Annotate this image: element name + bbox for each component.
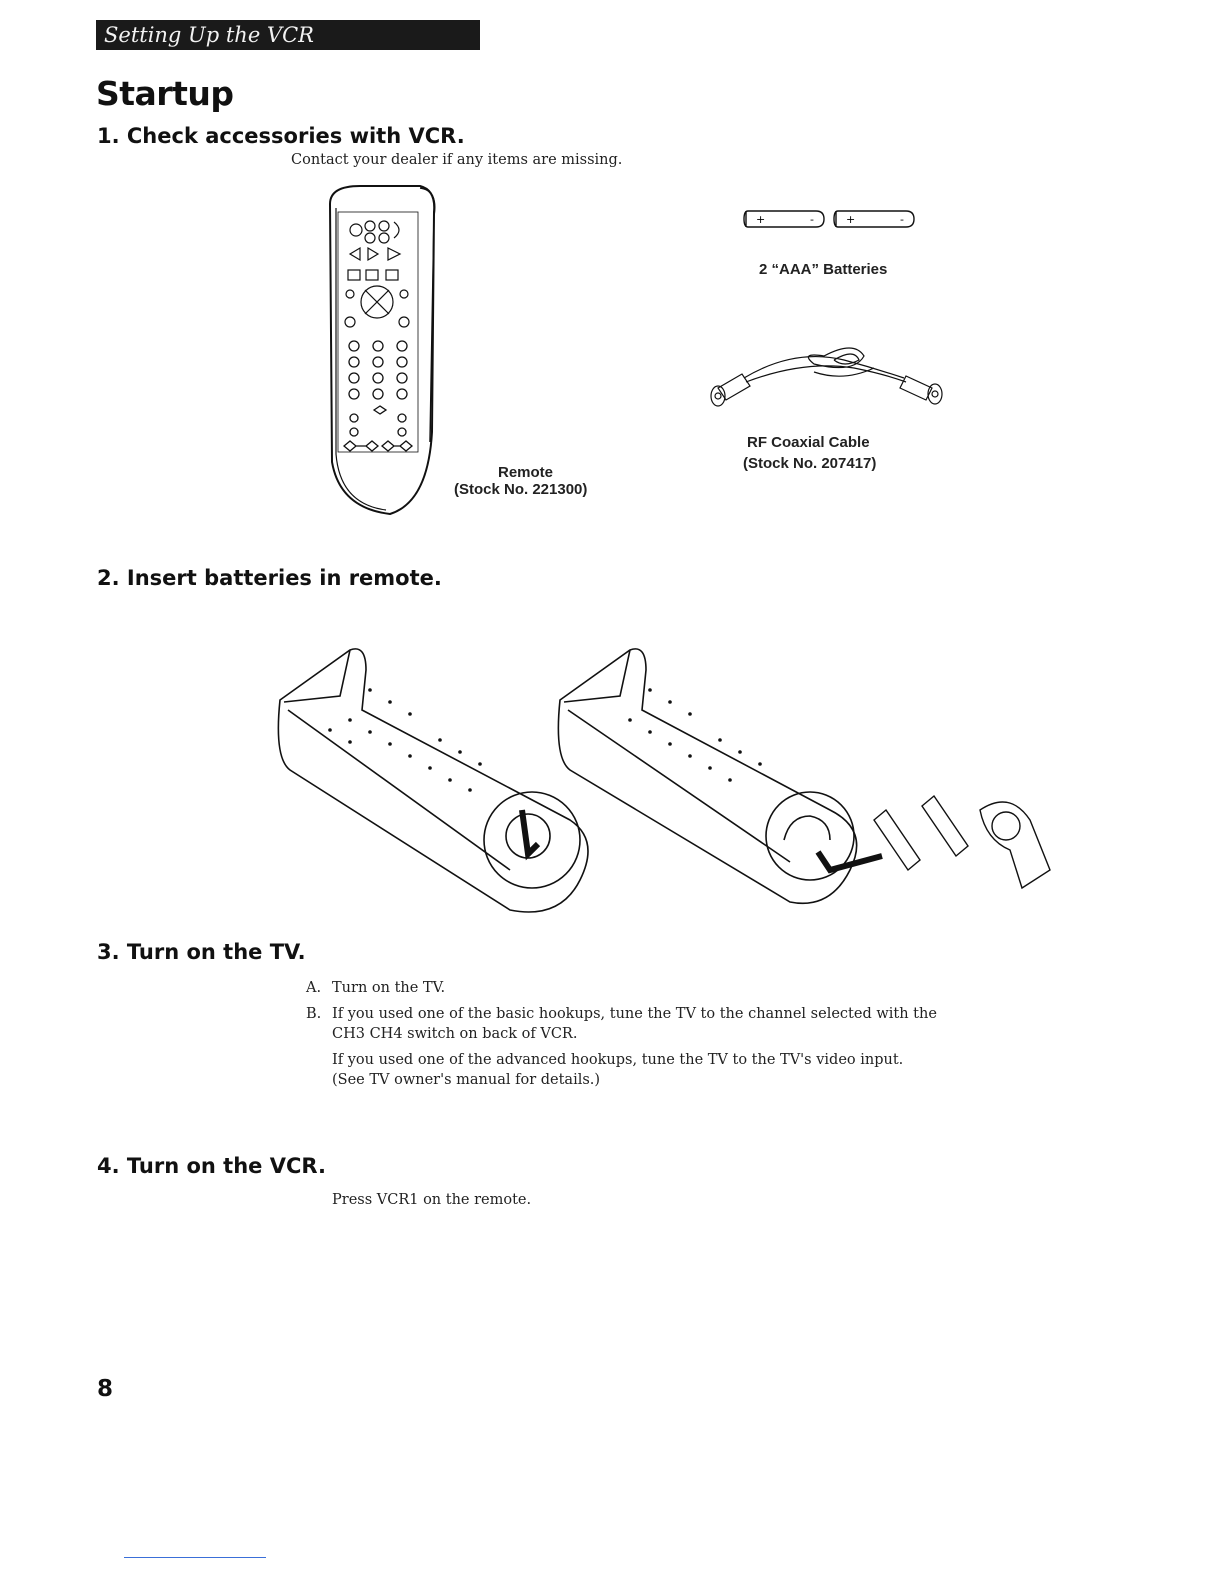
step-3-extra-line-2: (See TV owner's manual for details.) [332,1072,601,1088]
battery-insertion-illustration [270,640,1060,930]
batteries-caption: 2 “AAA” Batteries [759,261,888,278]
footer-rule [124,1557,266,1558]
remote-illustration [320,182,450,522]
cable-stock-number: (Stock No. 207417) [743,455,877,472]
page-title: Startup [96,74,234,113]
item-b-line-1: If you used one of the basic hookups, tune the TV to the channel selected with the [332,1006,937,1022]
step-1-note: Contact your dealer if any items are missing. [291,152,623,168]
item-b-letter: B. [306,1006,322,1022]
step-1-heading: 1. Check accessories with VCR. [97,124,465,148]
step-3-item-a [306,978,445,998]
battery-plus-label: + [846,213,856,226]
battery-minus-label: - [810,213,814,226]
coaxial-cable-icon [704,338,949,413]
step-4-note: Press VCR1 on the remote. [332,1192,532,1208]
step-4-heading: 4. Turn on the VCR. [97,1154,326,1178]
step-3-extra-line-1: If you used one of the advanced hookups, tune the TV to the TV's video input. [332,1052,904,1068]
step-2-heading: 2. Insert batteries in remote. [97,566,442,590]
battery-plus-label: + [756,213,766,226]
step-3-item-b [306,1004,937,1024]
cable-caption: RF Coaxial Cable [747,434,870,451]
section-header-bar [96,20,480,50]
item-b-line-2: CH3 CH4 switch on back of VCR. [332,1026,578,1042]
step-3-heading: 3. Turn on the TV. [97,940,306,964]
section-title: Setting Up the VCR [104,23,314,47]
battery-minus-label: - [900,213,904,226]
page-number: 8 [97,1376,114,1402]
item-a-letter: A. [306,980,322,996]
battery-icon [744,207,924,231]
item-a-text: Turn on the TV. [332,980,446,996]
remote-stock-number: (Stock No. 221300) [454,481,588,498]
remote-caption: Remote [498,464,554,481]
